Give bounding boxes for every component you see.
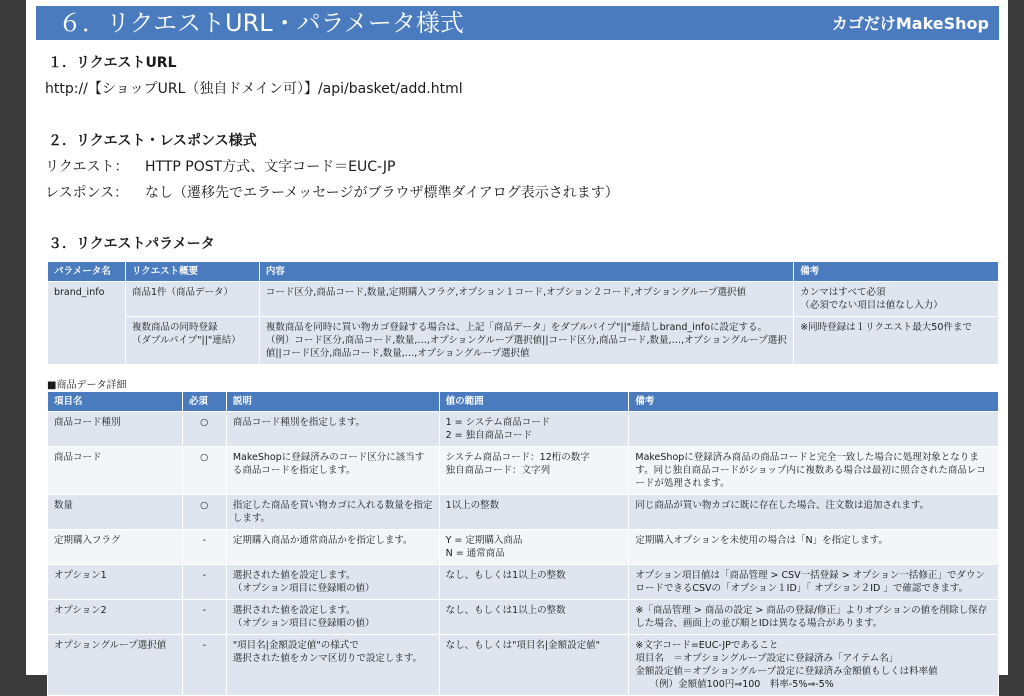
table-header-row — [48, 392, 999, 412]
column-header: 項目名 — [48, 392, 183, 412]
required-cell: ○ — [182, 495, 226, 530]
item-name-cell: 商品コード種別 — [48, 412, 183, 447]
title-bar — [36, 6, 999, 40]
item-name-cell: オプション1 — [48, 565, 183, 600]
brand-logo: カゴだけMakeShop — [831, 14, 989, 33]
response-label: レスポンス： — [45, 185, 129, 201]
column-header: 備考 — [629, 392, 999, 412]
note-cell: 定期購入オプションを未使用の場合は「N」を指定します。 — [629, 530, 999, 565]
summary-cell: 複数商品の同時登録 （ダブルパイプ"||"連結） — [125, 317, 259, 365]
table-row — [48, 635, 999, 696]
content-cell: 複数商品を同時に買い物カゴ登録する場合は、上記「商品データ」をダブルパイプ"||"連結しbrand_infoに設定する。 （例）コード区分,商品コード,数量,…,オプショングループ選択値||コード区分,商品コード,数量,…,オプショングループ選択値||コード区分,商品コード,数量,…,オプショングループ選択値 — [259, 317, 793, 365]
range-cell: 1 = システム商品コード 2 = 独自商品コード — [439, 412, 629, 447]
request-format-line — [45, 156, 395, 176]
column-header: リクエスト概要 — [125, 262, 259, 282]
range-cell: なし、もしくは1以上の整数 — [439, 565, 629, 600]
item-name-cell: オプショングループ選択値 — [48, 635, 183, 696]
description-cell: 指定した商品を買い物カゴに入れる数量を指定します。 — [226, 495, 439, 530]
table-row — [48, 600, 999, 635]
item-name-cell: 数量 — [48, 495, 183, 530]
table-row — [48, 495, 999, 530]
content-cell: コード区分,商品コード,数量,定期購入フラグ,オプション１コード,オプション２コード,オプショングループ選択値 — [259, 282, 793, 317]
description-cell: 定期購入商品か通常商品かを指定します。 — [226, 530, 439, 565]
param-name-cell: brand_info — [48, 282, 126, 365]
document-page — [26, 0, 1008, 690]
range-cell: なし、もしくは"項目名|金額設定値" — [439, 635, 629, 696]
item-name-cell: オプション2 — [48, 600, 183, 635]
description-cell: 選択された値を設定します。 （オプション項目に登録順の値） — [226, 565, 439, 600]
table-row — [48, 530, 999, 565]
required-cell: ○ — [182, 447, 226, 495]
note-cell: ※文字コード=EUC-JPであること 項目名 ＝オプショングループ設定に登録済み「アイテム名」 金額設定値＝オプショングループ設定に登録済み金額値もしくは料率値 （例）金額値100円⇒100 料率-5%⇒-5% — [629, 635, 999, 696]
request-url: http://【ショップURL（独自ドメイン可）】/api/basket/add.html — [45, 81, 463, 97]
column-header: 値の範囲 — [439, 392, 629, 412]
summary-cell: 商品1件（商品データ） — [125, 282, 259, 317]
response-format-line — [45, 182, 619, 202]
table-row — [48, 317, 999, 365]
request-value: HTTP POST方式、文字コード＝EUC-JP — [145, 159, 396, 175]
range-cell: なし、もしくは1以上の整数 — [439, 600, 629, 635]
column-header: 備考 — [794, 262, 999, 282]
section1-heading: １．リクエストURL — [48, 55, 177, 71]
note-cell: カンマはすべて必須 （必須でない項目は値なし入力） — [794, 282, 999, 317]
page-title: ６．リクエストURL・パラメータ様式 — [58, 9, 464, 37]
table-row — [48, 565, 999, 600]
item-name-cell: 定期購入フラグ — [48, 530, 183, 565]
product-data-detail-table — [47, 391, 999, 696]
note-cell: ※「商品管理 > 商品の設定 > 商品の登録/修正」よりオプションの値を削除し保存した場合、画面上の並び順とIDは異なる場合があります。 — [629, 600, 999, 635]
table-row — [48, 447, 999, 495]
detail-heading: ■商品データ詳細 — [47, 380, 127, 391]
column-header: 内容 — [259, 262, 793, 282]
section2-heading: ２．リクエスト・レスポンス様式 — [48, 133, 257, 149]
range-cell: Y = 定期購入商品 N = 通常商品 — [439, 530, 629, 565]
note-cell: MakeShopに登録済み商品の商品コードと完全一致した場合に処理対象となります。同じ独自商品コードがショップ内に複数ある場合は最初に照合された商品レコードが処理されます。 — [629, 447, 999, 495]
table-row — [48, 282, 999, 317]
required-cell: - — [182, 530, 226, 565]
required-cell: - — [182, 635, 226, 696]
range-cell: システム商品コード：12桁の数字 独自商品コード：文字列 — [439, 447, 629, 495]
required-cell: ○ — [182, 412, 226, 447]
note-cell: 同じ商品が買い物カゴに既に存在した場合、注文数は追加されます。 — [629, 495, 999, 530]
description-cell: MakeShopに登録済みのコード区分に該当する商品コードを指定します。 — [226, 447, 439, 495]
request-label: リクエスト： — [45, 159, 129, 175]
description-cell: "項目名|金額設定値"の様式で 選択された値をカンマ区切りで設定します。 — [226, 635, 439, 696]
section3-heading: ３．リクエストパラメータ — [48, 236, 215, 252]
note-cell: オプション項目値は「商品管理 > CSV一括登録 > オプション一括修正」でダウンロードできるCSVの「オプション１ID」「 オプション２ID 」で確認できます。 — [629, 565, 999, 600]
note-cell: ※同時登録は１リクエスト最大50件まで — [794, 317, 999, 365]
item-name-cell: 商品コード — [48, 447, 183, 495]
column-header: パラメータ名 — [48, 262, 126, 282]
column-header: 必須 — [182, 392, 226, 412]
description-cell: 商品コード種別を指定します。 — [226, 412, 439, 447]
table-header-row — [48, 262, 999, 282]
range-cell: 1以上の整数 — [439, 495, 629, 530]
response-value: なし（遷移先でエラーメッセージがブラウザ標準ダイアログ表示されます） — [145, 185, 619, 201]
required-cell: - — [182, 565, 226, 600]
required-cell: - — [182, 600, 226, 635]
note-cell — [629, 412, 999, 447]
description-cell: 選択された値を設定します。 （オプション項目に登録順の値） — [226, 600, 439, 635]
request-parameter-table — [47, 261, 999, 365]
table-row — [48, 412, 999, 447]
column-header: 説明 — [226, 392, 439, 412]
